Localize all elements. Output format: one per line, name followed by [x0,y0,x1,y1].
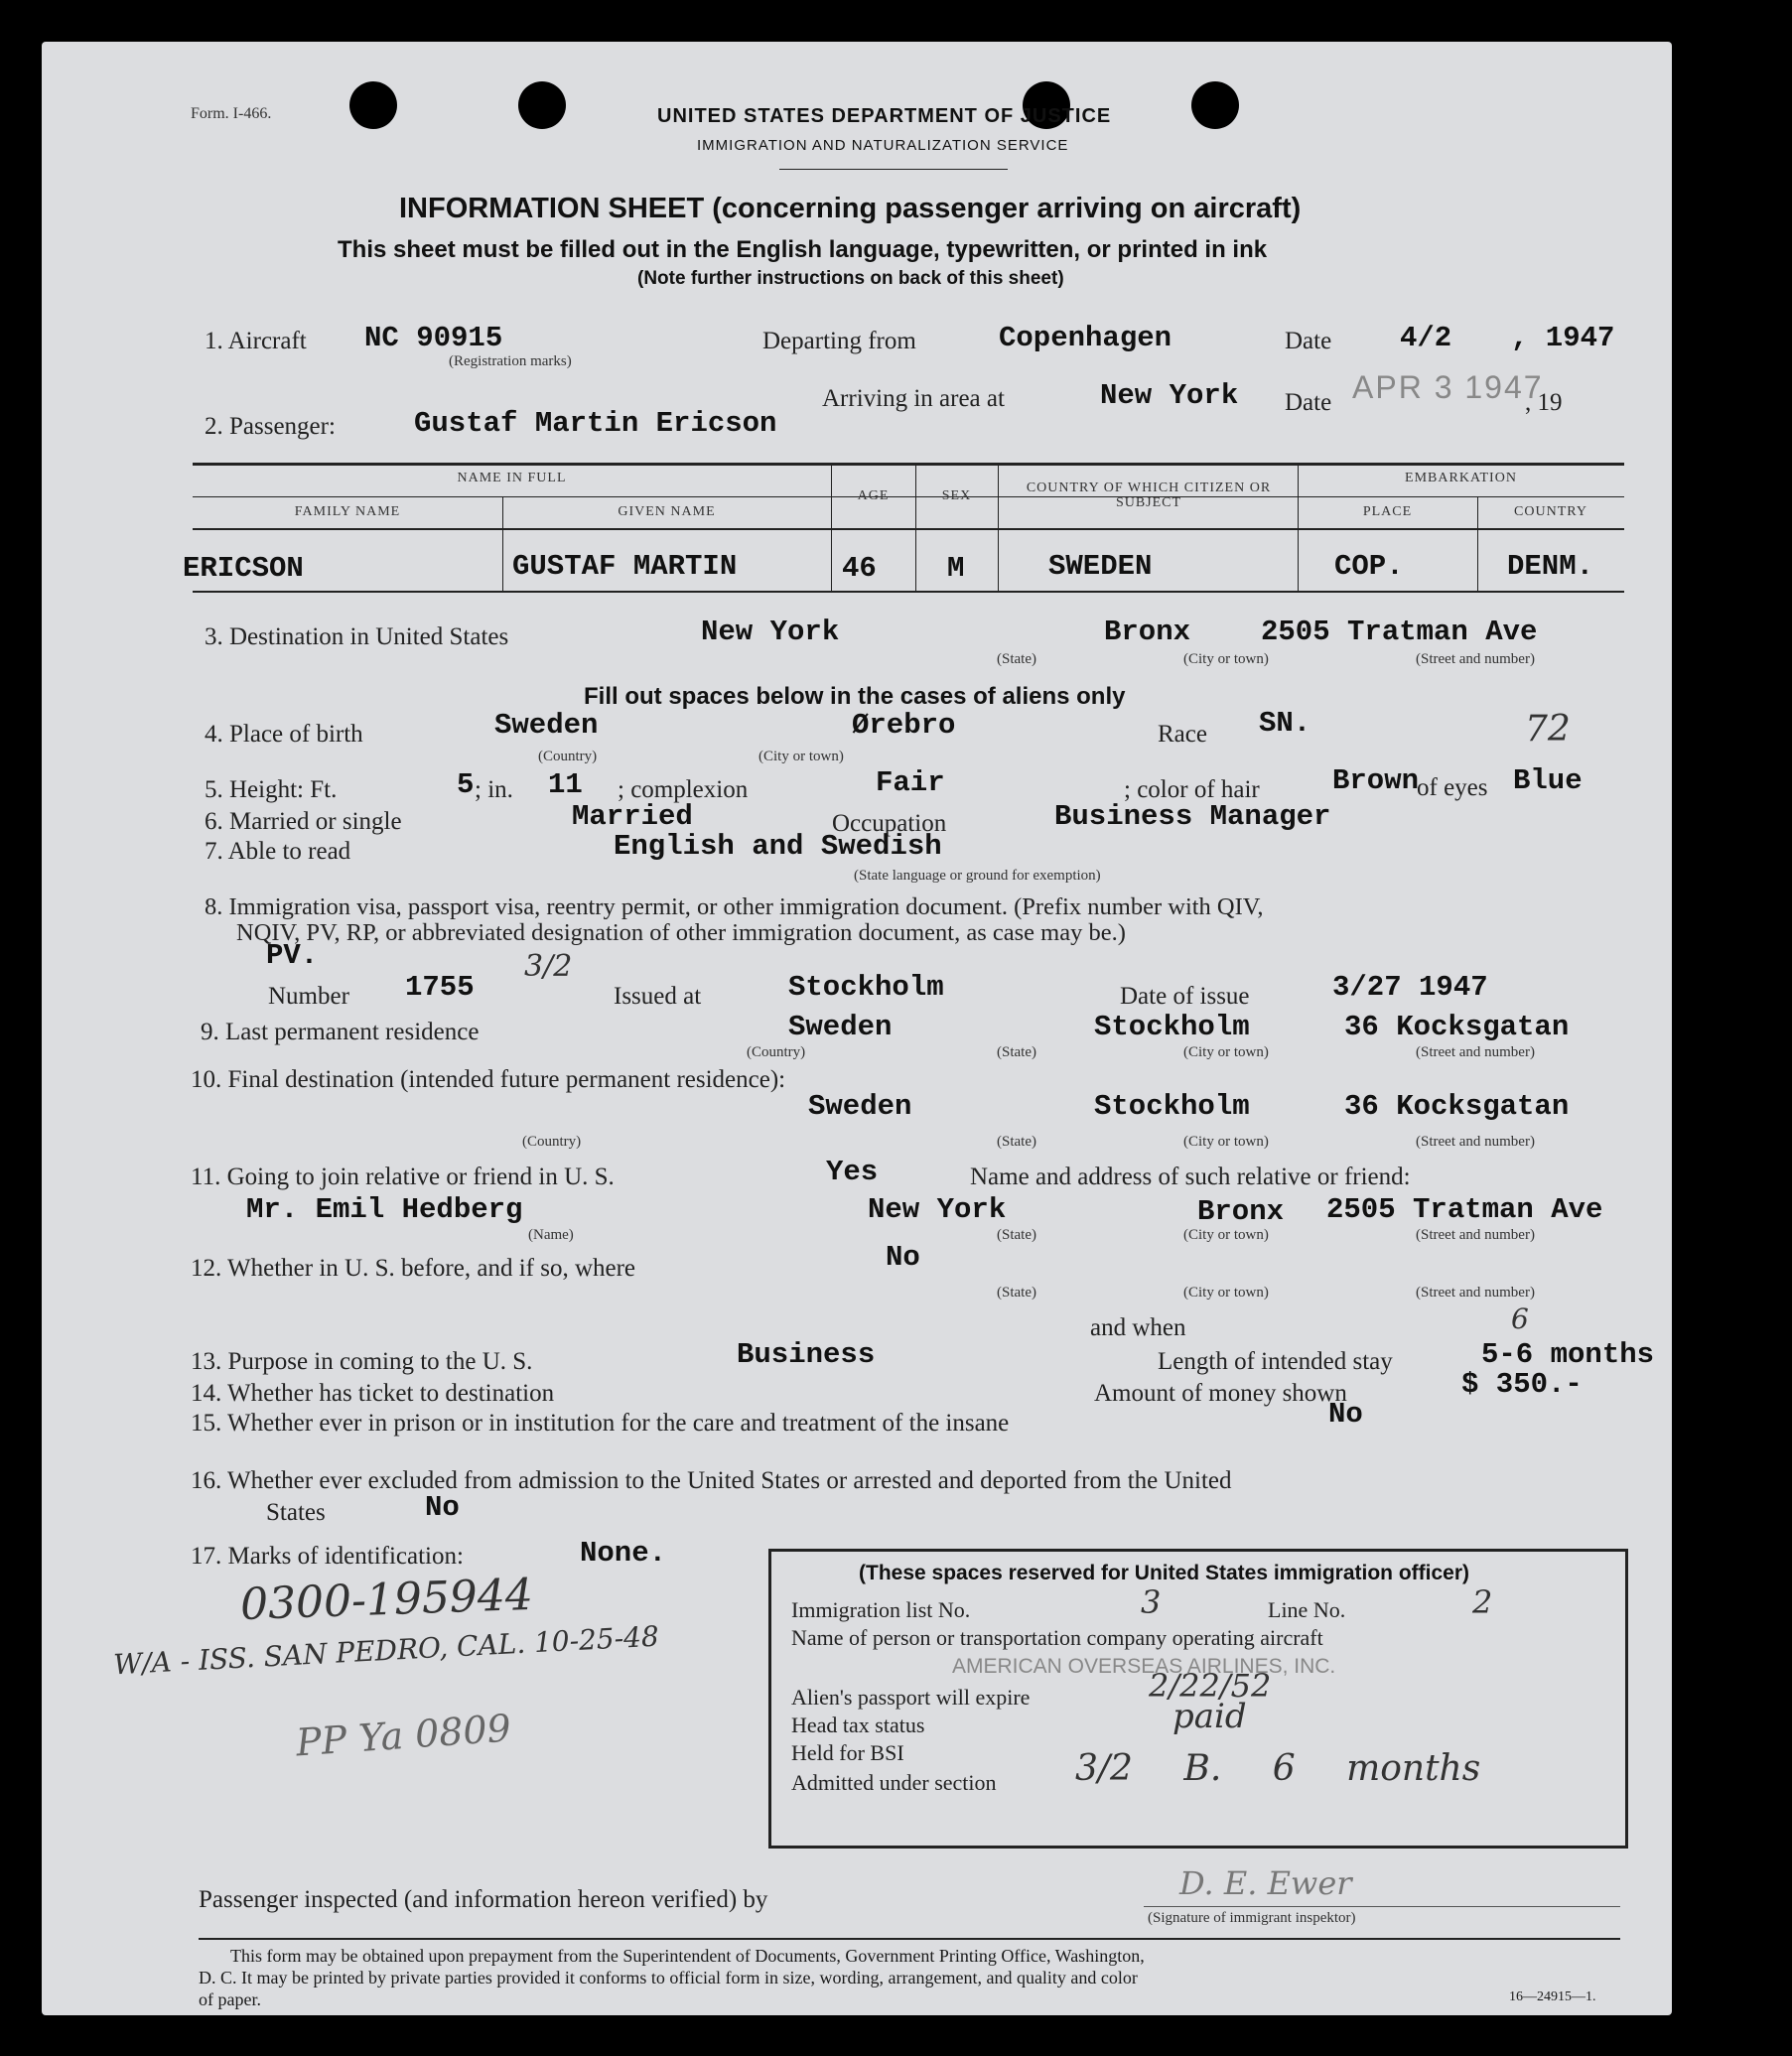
caption-city: (City or town) [1183,1044,1269,1060]
officer-box [768,1549,1628,1849]
caption-state: (State) [997,1044,1036,1060]
destination-street: 2505 Tratman Ave [1261,616,1538,648]
footer-text-3: of paper. [199,1989,261,2009]
residence-label: 9. Last permanent residence [201,1019,480,1045]
column-header-given-name: GIVEN NAME [618,504,716,519]
line-number-value: 2 [1472,1583,1493,1621]
arrival-year: , 19 [1525,389,1563,416]
company-label: Name of person or transportation company operating aircraft [791,1625,1323,1650]
caption-city: (City or town) [1183,651,1269,667]
inches-label: ; in. [475,776,513,803]
table-group-name: NAME IN FULL [457,471,567,485]
caption-state: (State) [997,1285,1036,1301]
hair-label: ; color of hair [1124,776,1260,803]
list-number-label: Immigration list No. [791,1597,971,1622]
final-city: Stockholm [1094,1090,1250,1123]
arriving-value: New York [1100,379,1239,412]
caption-country: (Country) [522,1134,582,1150]
column-header-country: COUNTRY OF WHICH CITIZEN OR SUBJECT [1026,480,1272,510]
table-vline [915,463,916,591]
print-number: 16—24915—1. [1509,1989,1596,2004]
caption-state-language: (State language or ground for exemption) [854,868,1101,884]
birth-city: Ørebro [852,709,956,742]
handwritten-file-number: 0300-195944 [239,1569,534,1631]
final-country: Sweden [808,1090,912,1123]
caption-street: (Street and number) [1416,1134,1535,1150]
eyes-label: of eyes [1417,774,1488,801]
when-label: and when [1090,1314,1186,1341]
money-value: $ 350.- [1461,1368,1583,1401]
visa-number-note: 3/2 [524,949,573,984]
relative-street: 2505 Tratman Ave [1326,1193,1603,1226]
arrival-date-stamp: APR 3 1947 [1352,369,1544,405]
column-header-embark-country: COUNTRY [1514,504,1587,519]
race-value: SN. [1259,707,1311,740]
visa-number: 1755 [405,971,475,1004]
purpose-value: Business [737,1338,876,1371]
form-number: Form. I-466. [191,105,272,122]
caption-country: (Country) [747,1044,806,1060]
caption-city: (City or town) [1183,1134,1269,1150]
head-tax-label: Head tax status [791,1713,925,1737]
residence-country: Sweden [788,1011,893,1043]
purpose-label: 13. Purpose in coming to the U. S. [191,1348,533,1375]
table-group-embarkation: EMBARKATION [1405,471,1517,485]
relative-label: 11. Going to join relative or friend in U. S. [191,1164,615,1190]
date-label: Date [1285,328,1332,354]
passport-expire-label: Alien's passport will expire [791,1685,1031,1710]
caption-city-town: (City or town) [758,749,844,764]
passport-expire-value: 2/22/52 [1149,1667,1272,1705]
occupation-label: Occupation [832,810,947,837]
cell-sex: M [947,552,965,585]
issued-label: Issued at [614,983,702,1010]
ticket-label: 14. Whether has ticket to destination [191,1380,555,1407]
passenger-value: Gustaf Martin Ericson [414,407,777,440]
list-number-value: 3 [1141,1583,1162,1621]
complexion-label: ; complexion [618,776,749,803]
excluded-value: No [425,1491,460,1524]
table-vline [998,463,999,591]
issued-value: Stockholm [788,971,944,1004]
visa-label-continued: NQIV, PV, RP, or abbreviated designation of other immigration document, as case may be.) [236,919,1126,946]
height-feet: 5 [457,768,475,801]
caption-state: (State) [997,1227,1036,1243]
passenger-label: 2. Passenger: [205,413,336,440]
arrival-date-label: Date [1285,389,1332,416]
handwritten-warrant-note: W/A - ISS. SAN PEDRO, CAL. 10-25-48 [112,1619,660,1682]
company-stamp: AMERICAN OVERSEAS AIRLINES, INC. [952,1655,1336,1678]
visa-number-label: Number [268,983,349,1010]
inspected-label: Passenger inspected (and information hereon verified) by [199,1886,768,1913]
caption-street: (Street and number) [1416,1227,1535,1243]
cell-embark-place: COP. [1334,550,1404,583]
stay-value: 5-6 months [1481,1338,1655,1371]
prison-value: No [1328,1398,1363,1431]
destination-state: New York [701,616,840,648]
relative-state: New York [868,1193,1007,1226]
caption-city: (City or town) [1183,1227,1269,1243]
caption-street: (Street and number) [1416,1044,1535,1060]
birthplace-label: 4. Place of birth [205,721,363,748]
column-header-sex: SEX [941,488,972,503]
footer-text-2: D. C. It may be printed by private parties provided it conforms to official form in size, wording, arrangement, and quality and color [199,1968,1138,1987]
destination-city: Bronx [1104,616,1191,648]
caption-city: (City or town) [1183,1285,1269,1301]
cell-age: 46 [842,552,877,585]
form-sheet [42,42,1672,2015]
handwritten-passport-note: PP Ya 0809 [294,1706,513,1765]
occupation-value: Business Manager [1054,800,1331,833]
cell-family-name: ERICSON [183,552,304,585]
page-subtitle: This sheet must be filled out in the English language, typewritten, or printed in ink [338,236,1268,263]
caption-name: (Name) [528,1227,574,1243]
birth-country: Sweden [494,709,599,742]
footer-rule [199,1938,1620,1940]
visa-label: 8. Immigration visa, passport visa, reentry permit, or other immigration document. (Prefix number with QIV, [205,893,1264,920]
residence-street: 36 Kocksgatan [1344,1011,1570,1043]
admitted-label: Admitted under section [791,1770,997,1795]
reg-marks-caption: (Registration marks) [449,353,572,369]
previous-visit-label: 12. Whether in U. S. before, and if so, where [191,1255,636,1282]
column-header-age: AGE [857,488,890,503]
aircraft-label: 1. Aircraft [205,328,307,354]
complexion-value: Fair [876,766,945,799]
punch-hole [349,81,397,129]
page-title: INFORMATION SHEET (concerning passenger arriving on aircraft) [399,193,1302,224]
table-vline [831,463,832,591]
admitted-value: 3/2 B. 6 months [1075,1748,1481,1789]
table-bottom-rule [193,591,1624,593]
race-code: 72 [1525,709,1571,750]
destination-label: 3. Destination in United States [205,623,509,650]
marital-value: Married [572,800,693,833]
final-destination-label: 10. Final destination (intended future permanent residence): [191,1066,786,1093]
punch-hole [518,81,566,129]
footer-text-1: This form may be obtained upon prepayment from the Superintendent of Documents, Government Printing Office, Washington, [230,1946,1145,1966]
height-inches: 11 [548,768,583,801]
departing-label: Departing from [762,328,916,354]
prison-label: 15. Whether ever in prison or in institution for the care and treatment of the insane [191,1410,1010,1437]
page-note: (Note further instructions on back of this sheet) [637,268,1064,289]
signature-line [1144,1906,1620,1907]
marks-value: None. [580,1537,667,1570]
officer-box-title: (These spaces reserved for United States immigration officer) [859,1562,1470,1584]
eyes-value: Blue [1513,764,1583,797]
marks-label: 17. Marks of identification: [191,1543,464,1570]
held-bsi-label: Held for BSI [791,1740,904,1765]
marital-label: 6. Married or single [205,808,402,835]
punch-hole [1191,81,1239,129]
caption-signature: (Signature of immigrant inspektor) [1148,1910,1356,1926]
relative-value: Yes [826,1156,879,1188]
caption-country: (Country) [538,749,598,764]
date-year: , 1947 [1511,322,1615,354]
line-number-label: Line No. [1268,1597,1346,1622]
aliens-note: Fill out spaces below in the cases of aliens only [584,683,1126,710]
residence-city: Stockholm [1094,1011,1250,1043]
departing-value: Copenhagen [999,322,1172,354]
hair-value: Brown [1332,764,1420,797]
read-label: 7. Able to read [205,838,351,865]
caption-state: (State) [997,651,1036,667]
previous-visit-value: No [886,1241,920,1274]
height-label: 5. Height: Ft. [205,776,338,803]
stay-label: Length of intended stay [1158,1348,1393,1375]
caption-street: (Street and number) [1416,651,1535,667]
cell-citizenship: SWEDEN [1048,550,1153,583]
caption-state: (State) [997,1134,1036,1150]
date-value: 4/2 [1400,322,1452,354]
service-name: IMMIGRATION AND NATURALIZATION SERVICE [697,137,1069,154]
relative-city: Bronx [1197,1195,1285,1228]
cell-given-name: GUSTAF MARTIN [512,550,738,583]
column-header-family-name: FAMILY NAME [294,504,401,519]
department-name: UNITED STATES DEPARTMENT OF JUSTICE [657,105,1112,127]
visa-prefix: PV. [266,939,319,972]
inspector-signature: D. E. Ewer [1179,1864,1352,1902]
issue-date-value: 3/27 1947 [1332,971,1488,1004]
race-label: Race [1158,721,1207,748]
stay-correction: 6 [1511,1302,1529,1335]
read-value: English and Swedish [614,830,942,863]
cell-embark-country: DENM. [1507,550,1594,583]
table-top-rule [193,463,1624,466]
final-street: 36 Kocksgatan [1344,1090,1570,1123]
column-header-place: PLACE [1362,504,1413,519]
table-rule [193,528,1624,530]
relative-name: Mr. Emil Hedberg [246,1193,523,1226]
arriving-label: Arriving in area at [822,385,1005,412]
header-rule [779,169,1008,170]
caption-street: (Street and number) [1416,1285,1535,1301]
excluded-label: 16. Whether ever excluded from admission to the United States or arrested and deported from the United [191,1467,1232,1494]
head-tax-value: paid [1172,1697,1247,1736]
excluded-label-continued: States [266,1499,326,1526]
issue-date-label: Date of issue [1120,983,1250,1010]
aircraft-value: NC 90915 [364,322,503,354]
money-label: Amount of money shown [1094,1380,1347,1407]
relative-label-continued: Name and address of such relative or friend: [970,1164,1411,1190]
